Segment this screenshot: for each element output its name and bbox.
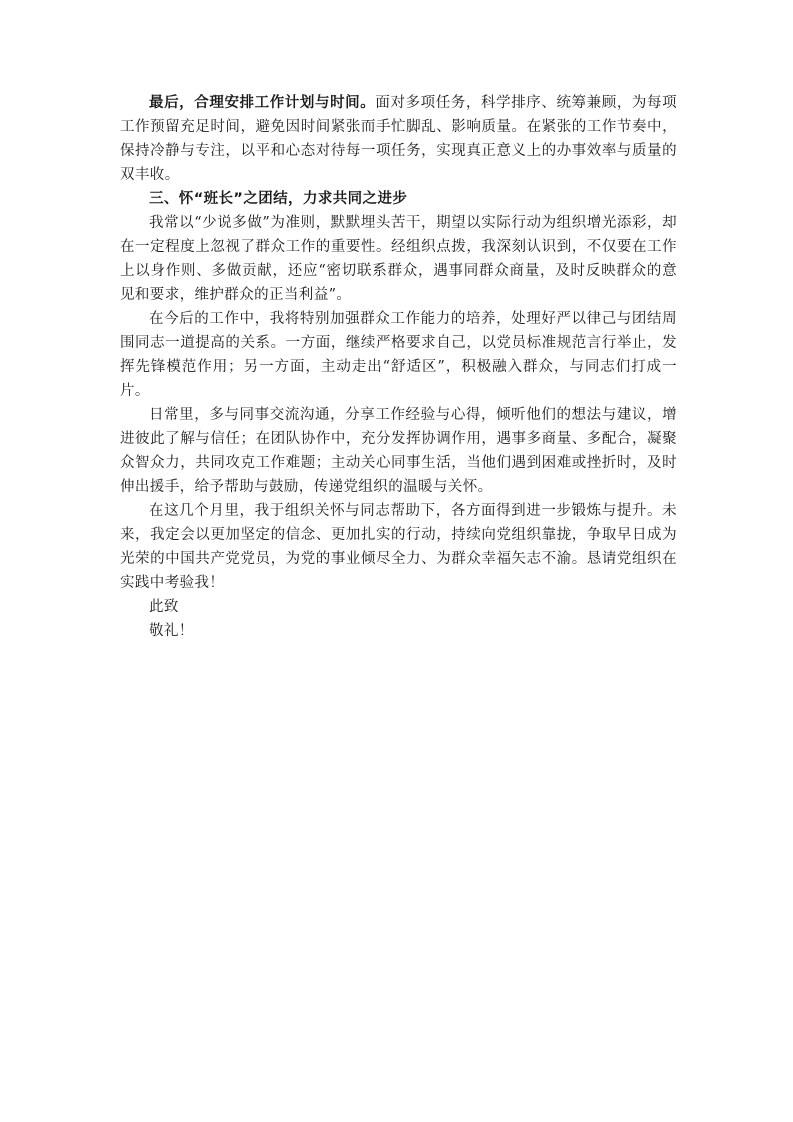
- paragraph-body: 面对多项任务，科学排序、统筹兼顾，为每项工作预留充足时间，避免因时间紧张而手忙脚乱、影响质量。在紧张的工作节奏中，保持冷静与专注，以平和心态对待每一项任务，实现真正意义上的办事效率与质量的双丰收。: [120, 95, 678, 183]
- document-page: [120, 91, 677, 643]
- section-heading: 三、怀“班长”之团结，力求共同之进步: [149, 191, 408, 207]
- paragraph-daily-communication: 日常里，多与同事交流沟通，分享工作经验与心得，倾听他们的想法与建议，增进彼此了解与信任；在团队协作中，充分发挥协调作用，遇事多商量、多配合，凝聚众智众力，共同攻克工作难题；主动关心同事生活，当他们遇到困难或挫折时，及时伸出援手，给予帮助与鼓励，传递党组织的温暖与关怀。: [120, 407, 677, 495]
- closing-regards: 敬礼！: [149, 623, 194, 639]
- paragraph-mass-work: 我常以“少说多做”为准则，默默埋头苦干，期望以实际行动为组织增光添彩，却在一定程度上忽视了群众工作的重要性。经组织点拨，我深刻认识到，不仅要在工作上以身作则、多做贡献，还应“密切联系群众，遇事同群众商量，及时反映群众的意见和要求，维护群众的正当利益”。: [120, 215, 677, 303]
- paragraph-lead-bold: 最后，合理安排工作计划与时间。: [149, 95, 376, 111]
- closing-salutation: 此致: [149, 599, 179, 615]
- paragraph-conclusion: 在这几个月里，我于组织关怀与同志帮助下，各方面得到进一步锻炼与提升。未来，我定会以更加坚定的信念、更加扎实的行动，持续向党组织靠拢，争取早日成为光荣的中国共产党党员，为党的事业倾尽全力、为群众幸福矢志不渝。恳请党组织在实践中考验我！: [120, 503, 677, 591]
- paragraph-time-planning: [120, 91, 677, 187]
- paragraph-future-work: 在今后的工作中，我将特别加强群众工作能力的培养，处理好严以律己与团结周围同志一道提高的关系。一方面，继续严格要求自己，以党员标准规范言行举止，发挥先锋模范作用；另一方面，主动走出“舒适区”，积极融入群众，与同志们打成一片。: [120, 311, 677, 399]
